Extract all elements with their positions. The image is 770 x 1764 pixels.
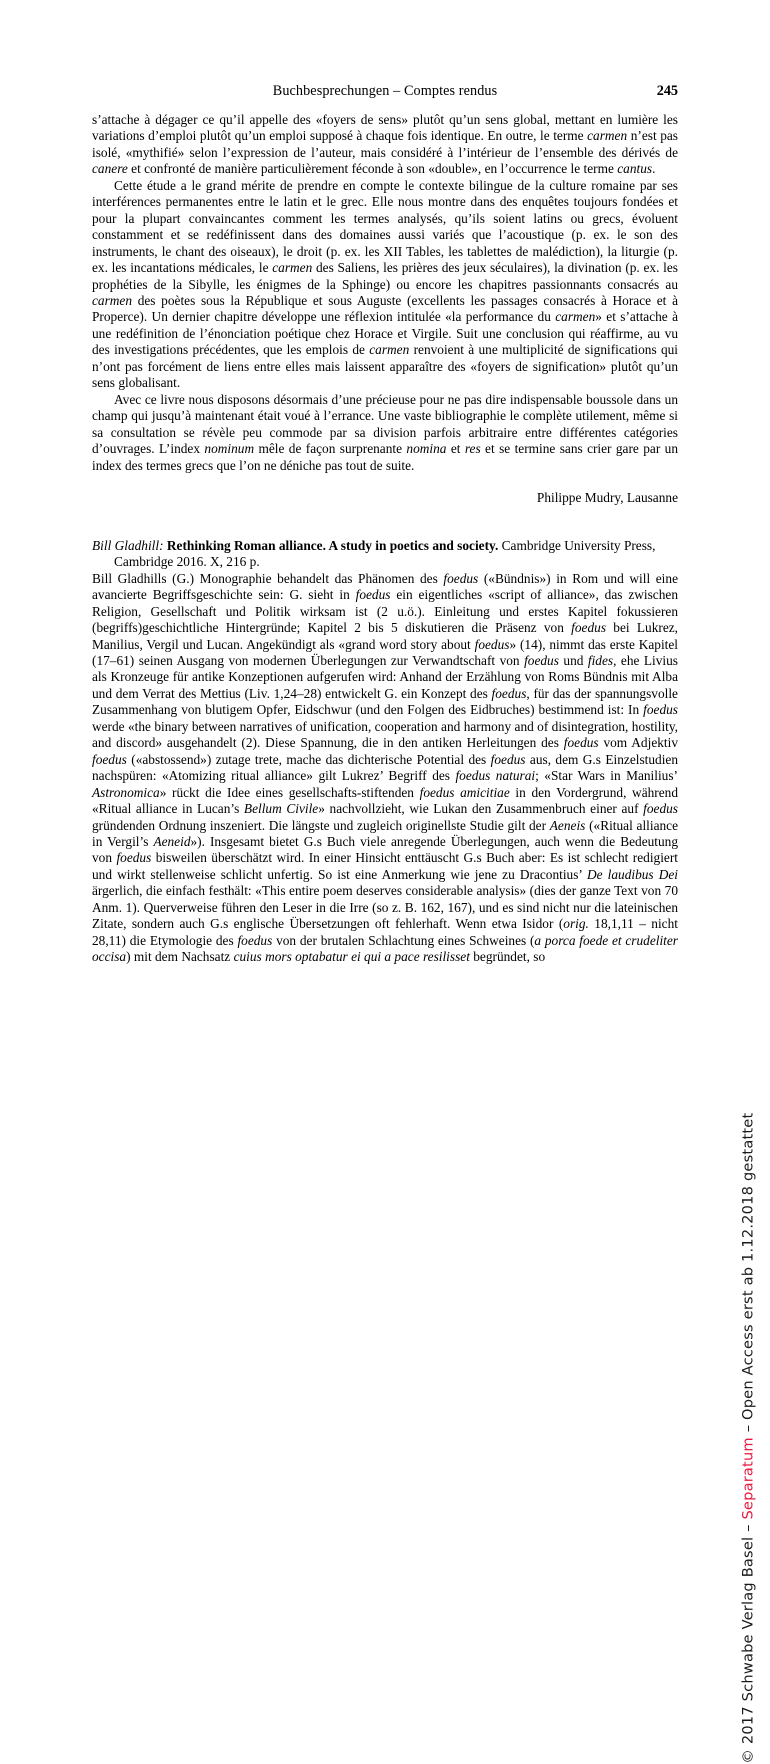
term-foedus: foedus bbox=[355, 587, 391, 603]
term-fides: fides bbox=[587, 652, 614, 668]
book-citation bbox=[92, 538, 678, 571]
term-foedus: foedus bbox=[643, 801, 678, 817]
term-foedus: foedus bbox=[443, 570, 479, 586]
term-foedus: foedus bbox=[474, 636, 510, 652]
term-foedus: foedus bbox=[491, 685, 527, 701]
term-cantus: cantus bbox=[617, 161, 653, 177]
term-foedus: foedus bbox=[524, 652, 559, 668]
term-carmen: carmen bbox=[587, 128, 628, 144]
running-header bbox=[92, 83, 678, 103]
copyright-suffix: – Open Access erst ab 1.12.2018 gestattet bbox=[739, 1113, 757, 1438]
spacer bbox=[92, 474, 678, 490]
term-carmen: carmen bbox=[272, 260, 313, 276]
term-foedus: foedus bbox=[490, 751, 526, 767]
term-foedus: foedus bbox=[563, 735, 599, 751]
term-nominum: nominum bbox=[204, 441, 255, 457]
work-orig: orig. bbox=[563, 916, 589, 932]
paragraph-carmen-foyers: s’attache à dégager ce qu’il appelle des «foyers de sens» plutôt qu’un sens global, mettant en lumière les variations d’emploi plutôt qu’un emploi supposé à chaque fois identique. En outre, le terme carmen n’est pas isolé, «mythifié» selon l’expression de l’auteur, mais considéré à l’intérieur de l’ensemble des dérivés de canere et confronté de manière particulièrement féconde à son «double», en l’occurrence le terme cantus. bbox=[92, 112, 678, 177]
term-carmen: carmen bbox=[369, 342, 410, 358]
copyright-vertical-text bbox=[741, 1113, 756, 1764]
work-bellum-civile: Bellum Civile bbox=[243, 801, 319, 817]
term-res: res bbox=[464, 441, 481, 457]
separatum-label: Separatum bbox=[739, 1437, 757, 1520]
header-title: Buchbesprechungen – Comptes rendus bbox=[272, 83, 498, 99]
citation-title: Rethinking Roman alliance. A study in poetics and society. bbox=[166, 537, 499, 553]
work-aeneis: Aeneis bbox=[549, 817, 586, 833]
term-foedus: foedus bbox=[116, 850, 152, 866]
term-foedus: foedus bbox=[643, 702, 678, 718]
citation-publisher: Cambridge University Press, Cambridge 2016. X, 216 p. bbox=[114, 537, 656, 570]
term-foedus: foedus bbox=[92, 751, 127, 767]
term-carmen: carmen bbox=[92, 292, 133, 308]
term-foedus: foedus bbox=[237, 932, 273, 948]
term-canere: canere bbox=[92, 161, 128, 177]
text-column bbox=[92, 112, 678, 966]
spacer bbox=[92, 507, 678, 538]
reviewer-signature: Philippe Mudry, Lausanne bbox=[536, 490, 678, 506]
term-foedus-amicitiae: foedus amicitiae bbox=[419, 784, 510, 800]
quote-a-porca: a porca foede et crudeliter occisa bbox=[92, 932, 678, 965]
term-nomina: nomina bbox=[406, 441, 447, 457]
term-foedus: foedus bbox=[571, 620, 607, 636]
paragraph-boussole: Avec ce livre nous disposons désormais d’une précieuse pour ne pas dire indispensable boussole dans un champ qui jusqu’à maintenant était voué à l’errance. Une vaste bibliographie le complète utilement, même si sa consultation se révèle peu commode par sa division parfois arbitraire entre différentes catégories d’ouvrages. L’index nominum mêle de façon surprenante nomina et res et se termine sans crier gare par un index des termes grecs que l’on ne déniche pas tout de suite. bbox=[92, 391, 678, 473]
citation-author: Bill Gladhill: bbox=[92, 537, 164, 553]
copyright-prefix: © 2017 Schwabe Verlag Basel – bbox=[739, 1519, 757, 1764]
quote-cuius-mors: cuius mors optabatur ei qui a pace resilisset bbox=[233, 949, 470, 965]
work-astronomica: Astronomica bbox=[92, 784, 160, 800]
work-aeneid: Aeneid bbox=[153, 833, 191, 849]
copyright-sidebar bbox=[724, 0, 758, 1764]
review-text: Bill Gladhills (G.) Monographie behandelt das Phänomen des foedus («Bündnis») in Rom und will eine avancierte Begriffsgeschichte sein: G. sieht in foedus ein eigentliches «script of alliance», das zwischen Religion, Gesellschaft und Politik wirksam ist (2 u.ö.). Einleitung und erstes Kapitel fokussieren (begriffs)geschichtliche Hintergründe; Kapitel 2 bis 5 diskutieren die Präsenz von foedus bei Lukrez, Manilius, Vergil und Lucan. Angekündigt als «grand word story about foedus» (14), nimmt das erste Kapitel (17–61) seinen Ausgang von modernen Überlegungen zur Verwandtschaft von foedus und fides, ehe Livius als Kronzeuge für antike Konzeptionen aufgerufen wird: Anhand der Erzählung von Roms Bündnis mit Alba und dem Verrat des Mettius (Liv. 1,24–28) entwickelt G. ein Konzept des foedus, für das der spannungsvolle Zusammenhang von blutigem Opfer, Eidschwur (und den Folgen des Eidbruches) bestimmend ist: In foedus werde «the binary between narratives of unification, cooperation and harmony and of disintegration, hostility, and discord» ausgehandelt (2). Diese Spannung, die in den antiken Herleitungen des foedus vom Adjektiv foedus («abstossend») zutage trete, mache das dichterische Potential des foedus aus, dem G.s Einzelstudien nachspüren: «Atomizing ritual alliance» gilt Lukrez’ Begriff des foedus naturai; «Star Wars in Manilius’ Astronomica» rückt die Idee eines gesellschafts-stiftenden foedus amicitiae in den Vordergrund, während «Ritual alliance in Lucan’s Bellum Civile» nachvollzieht, wie Lukan den Zusammenbruch einer auf foedus gründenden Ordnung inszeniert. Die längste und zugleich originellste Studie gilt der Aeneis («Ritual alliance in Vergil’s Aeneid»). Insgesamt bietet G.s Buch viele anregende Überlegungen, auch wenn die Bedeutung von foedus bisweilen überschätzt wird. In einer Hinsicht enttäuscht G.s Buch aber: Es ist schlecht redigiert und wirkt stellenweise schlicht unfertig. So ist eine Anmerkung wie jene zu Dracontius’ De laudibus Dei ärgerlich, die einfach festhält: «This entire poem deserves considerable analysis» (dies der ganze Text von 70 Anm. 1). Querverweise führen den Leser in die Irre (so z. B. 162, 167), und es sind nicht nur die lateinischen Zitate, sondern auch G.s englische Übersetzungen oft fehlerhaft. Wenn etwa Isidor (orig. 18,1,11 – nicht 28,11) die Etymologie des foedus von der brutalen Schlachtung eines Schweines (a porca foede et crudeliter occisa) mit dem Nachsatz cuius mors optabatur ei qui a pace resilisset begründet, so bbox=[92, 570, 679, 965]
term-carmen: carmen bbox=[555, 309, 596, 325]
term-foedus-naturai: foedus naturai bbox=[455, 768, 536, 784]
page-number: 245 bbox=[656, 83, 678, 99]
paragraph-etude-bilingue: Cette étude a le grand mérite de prendre en compte le contexte bilingue de la culture romaine par ses interférences permanentes entre le latin et le grec. Elle nous montre dans des enquêtes toujours fondées et pour la plupart convaincantes comment les termes analysés, qu’ils soient latins ou grecs, évoluent constamment et se redéfinissent dans des domaines aussi variés que l’acoustique (p. ex. le son des instruments, le chant des oiseaux), le droit (p. ex. les XII Tables, les tablettes de malédiction), la liturgie (p. ex. les incantations médicales, le carmen des Saliens, les prières des jeux séculaires), la divination (p. ex. les prophéties de la Sibylle, les énigmes de la Sphinge) ou encore les chapitres passionnants consacrés au carmen des poètes sous la République et sous Auguste (excellents les passages consacrés à Horace et à Properce). Un dernier chapitre développe une réflexion intitulée «la performance du carmen» et s’attache à une redéfinition de l’énonciation poétique chez Horace et Virgile. Suit une conclusion qui réaffirme, au vu des investigations précédentes, que les emplois de carmen renvoient à une multiplicité de significations qui n’ont pas forcément de liens entre elles mais laissent apparaître des «foyers de signification» plutôt qu’un sens globalisant. bbox=[92, 177, 679, 391]
work-de-laudibus-dei: De laudibus Dei bbox=[586, 866, 679, 882]
